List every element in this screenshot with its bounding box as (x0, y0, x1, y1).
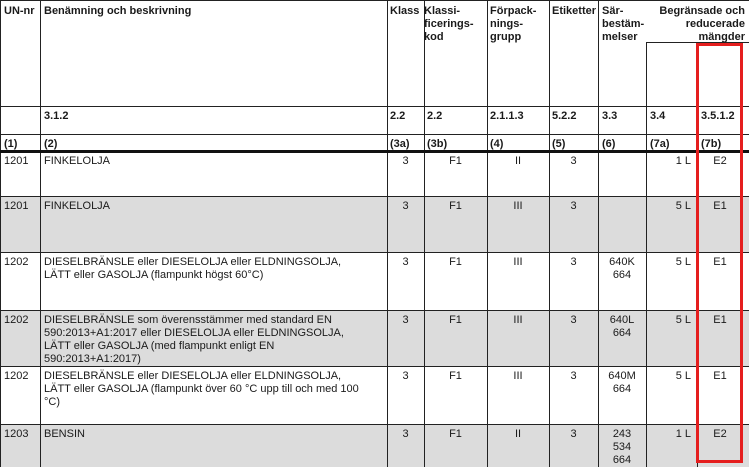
row-divider (0, 366, 749, 367)
table-cell-lq: 5 L (675, 200, 691, 212)
header-etiketter: Etiketter (552, 5, 597, 17)
table-cell-eq: E1 (713, 256, 727, 268)
table-cell-sar: 640M 664 (608, 370, 636, 395)
table-cell-klass: 3 (402, 155, 409, 167)
table-cell-name: BENSIN (44, 428, 85, 440)
table-cell-eq: E1 (713, 314, 727, 326)
table-cell-klass: 3 (402, 256, 409, 268)
table-cell-lq: 5 L (675, 256, 691, 268)
table-cell-grupp: II (514, 155, 522, 167)
colnum-7b: (7b) (701, 138, 722, 150)
table-cell-lq: 1 L (675, 155, 691, 167)
table-cell-etikett: 3 (570, 200, 577, 212)
colnum-7a: (7a) (650, 138, 670, 150)
column-divider (549, 0, 550, 467)
row-divider (0, 310, 749, 311)
table-cell-klass: 3 (402, 428, 409, 440)
table-cell-grupp: III (513, 200, 523, 212)
colnum-6: (6) (602, 138, 616, 150)
colnum-2: (2) (44, 138, 58, 150)
table-cell-grupp: III (513, 256, 523, 268)
table-cell-un: 1202 (4, 314, 29, 326)
table-cell-lq: 1 L (675, 428, 691, 440)
table-cell-lq: 5 L (675, 314, 691, 326)
table-cell-eq: E1 (713, 370, 727, 382)
table-cell-un: 1202 (4, 256, 29, 268)
table-cell-kod: F1 (449, 314, 462, 326)
header-sarbestammelser: Sär- bestäm- melser (602, 5, 645, 43)
table-cell-name: DIESELBRÄNSLE eller DIESELOLJA eller ELDNINGSOLJA, LÄTT eller GASOLJA (flampunkt högst 60°C) (44, 256, 342, 281)
table-cell-kod: F1 (449, 256, 462, 268)
ref-klass: 2.2 (390, 110, 406, 122)
table-cell-sar: 243 534 664 (612, 428, 632, 466)
row-divider (0, 134, 749, 135)
header-klass: Klass (390, 5, 420, 17)
table-cell-etikett: 3 (570, 370, 577, 382)
table-cell-name: FINKELOLJA (44, 200, 111, 212)
table-cell-eq: E2 (713, 428, 727, 440)
header-name: Benämning och beskrivning (44, 5, 192, 17)
ref-sar: 3.3 (602, 110, 618, 122)
table-cell-un: 1201 (4, 155, 29, 167)
colnum-4: (4) (490, 138, 504, 150)
column-divider (424, 0, 425, 467)
header-un-nr: UN-nr (4, 5, 35, 17)
row-divider (0, 424, 749, 425)
column-divider (598, 0, 599, 467)
row-divider (0, 150, 749, 153)
highlight-box-7b (696, 43, 743, 463)
table-cell-klass: 3 (402, 370, 409, 382)
header-forpackningsgrupp: Förpack- nings- grupp (490, 5, 537, 43)
ref-lq: 3.4 (650, 110, 666, 122)
table-cell-etikett: 3 (570, 428, 577, 440)
table-cell-kod: F1 (449, 428, 462, 440)
colnum-1: (1) (4, 138, 18, 150)
table-cell-etikett: 3 (570, 314, 577, 326)
row-divider (0, 196, 749, 197)
column-divider (387, 0, 388, 467)
table-cell-kod: F1 (449, 370, 462, 382)
table-cell-un: 1202 (4, 370, 29, 382)
ref-kod: 2.2 (427, 110, 443, 122)
row-divider (0, 0, 749, 1)
table-cell-lq: 5 L (675, 370, 691, 382)
row-divider (0, 106, 749, 107)
ref-eq: 3.5.1.2 (701, 110, 735, 122)
table-cell-kod: F1 (449, 155, 462, 167)
table-cell-etikett: 3 (570, 256, 577, 268)
column-divider (40, 0, 41, 467)
table-cell-name: DIESELBRÄNSLE som överensstämmer med standard EN 590:2013+A1:2017 eller DIESELOLJA eller ELDNINGSOLJA, LÄTT eller GASOLJA (med flampunkt enligt EN 590:2013+A1:2017) (44, 314, 344, 365)
table-cell-grupp: III (513, 370, 523, 382)
table-cell-etikett: 3 (570, 155, 577, 167)
table-cell-un: 1203 (4, 428, 29, 440)
table-cell-grupp: III (513, 314, 523, 326)
ref-etiketter: 5.2.2 (552, 110, 577, 122)
table-cell-name: FINKELOLJA (44, 155, 111, 167)
column-divider (0, 0, 1, 467)
table-cell-sar: 640K 664 (609, 256, 635, 281)
table-cell-grupp: II (514, 428, 522, 440)
ref-name: 3.1.2 (44, 110, 69, 122)
column-divider (487, 0, 488, 467)
header-begransade: Begränsade och reducerade mängder (659, 5, 745, 43)
table-cell-un: 1201 (4, 200, 29, 212)
table-cell-eq: E1 (713, 200, 727, 212)
colnum-3b: (3b) (427, 138, 448, 150)
ref-grupp: 2.1.1.3 (490, 110, 524, 122)
table-cell-eq: E2 (713, 155, 727, 167)
table-cell-name: DIESELBRÄNSLE eller DIESELOLJA eller ELDNINGSOLJA, LÄTT eller GASOLJA (flampunkt över 60 °C upp till och med 100 °C) (44, 370, 359, 408)
table-cell-kod: F1 (449, 200, 462, 212)
colnum-5: (5) (552, 138, 566, 150)
header-klassificeringskod: Klassi- ficerings- kod (424, 5, 474, 43)
row-divider (0, 252, 749, 253)
table-cell-klass: 3 (402, 314, 409, 326)
table-cell-klass: 3 (402, 200, 409, 212)
colnum-3a: (3a) (390, 138, 410, 150)
table-cell-sar: 640L 664 (609, 314, 635, 339)
